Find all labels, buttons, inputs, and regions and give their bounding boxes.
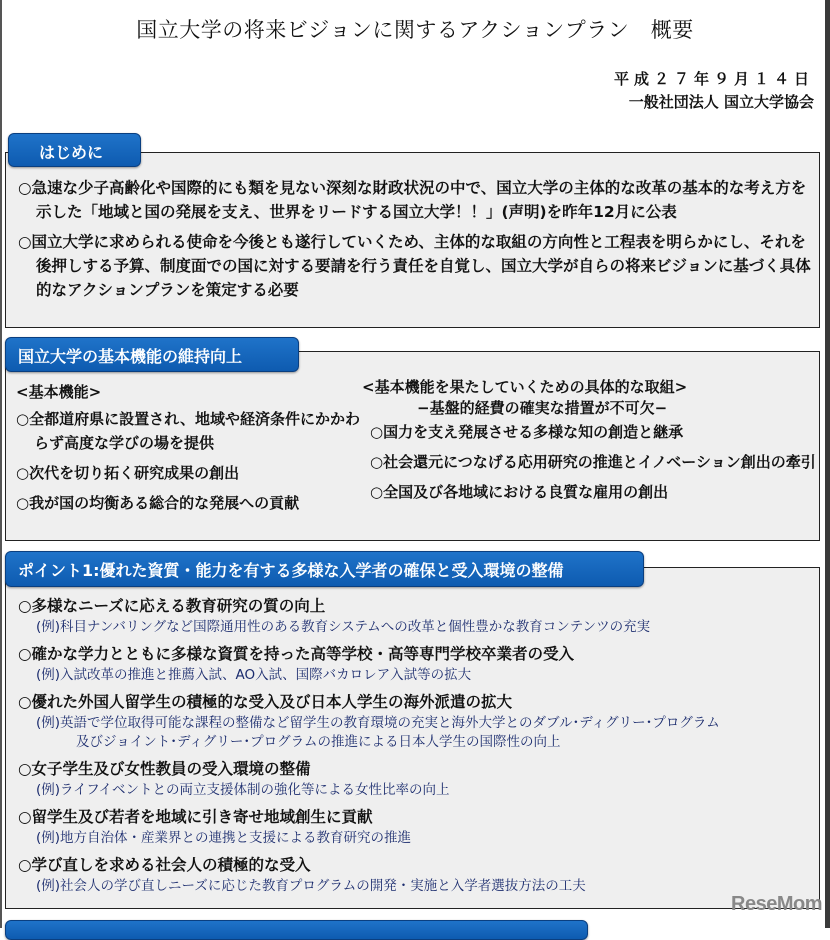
intro-content	[18, 176, 813, 308]
page-edge	[825, 0, 830, 928]
point-main: ○学び直しを求める社会人の積極的な受入	[18, 856, 311, 874]
document-title: 国立大学の将来ビジョンに関するアクションプラン 概要	[136, 18, 694, 42]
point-example: (例)地方自治体・産業界との連携と支援による教育研究の推進	[36, 830, 412, 846]
point1-content	[18, 594, 813, 902]
basic-functions-heading: 国立大学の基本機能の維持向上	[5, 337, 299, 372]
basic-functions-right	[362, 376, 817, 510]
point-main: ○多様なニーズに応える教育研究の質の向上	[18, 597, 326, 615]
list-item: ○全都道府県に設置され、地域や経済条件にかかわらず高度な学びの場を提供	[16, 410, 360, 452]
point-item	[18, 594, 813, 637]
intro-paragraph: ○国立大学に求められる使命を今後とも遂行していくため、主体的な取組の方向性と工程表を明らかにし、それを後押しする予算、制度面での国に対する要請を行う責任を自覚し、国立大学が自らの将来ビジョンに基づく具体的なアクションプランを策定する必要	[18, 233, 811, 299]
basic-functions-left	[16, 380, 361, 521]
point-example: 及びジョイント･ディグリー･プログラムの推進による日本人学生の国際性の向上	[76, 734, 561, 750]
point-example: (例)英語で学位取得可能な課程の整備など留学生の教育環境の充実と海外大学とのダブル･ディグリー･プログラム	[36, 715, 720, 731]
intro-heading: はじめに	[8, 133, 141, 167]
list-item: ○我が国の均衡ある総合的な発展への貢献	[16, 494, 300, 512]
point-example: (例)入試改革の推進と推薦入試、AO入試、国際バカロレア入試等の拡大	[36, 667, 472, 683]
point-example: (例)ライフイベントとの両立支援体制の強化等による女性比率の向上	[36, 782, 450, 798]
page-edge	[0, 0, 2, 928]
list-item: ○全国及び各地域における良質な雇用の創出	[370, 483, 669, 501]
point-item	[18, 757, 813, 800]
list-item: ○次代を切り拓く研究成果の創出	[16, 464, 240, 482]
left-title: <基本機能>	[16, 383, 102, 401]
point-item	[18, 690, 813, 752]
point-example: (例)社会人の学び直しニーズに応じた教育プログラムの開発・実施と入学者選抜方法の工夫	[36, 878, 586, 894]
point-item	[18, 853, 813, 896]
point-main: ○留学生及び若者を地域に引き寄せ地域創生に貢献	[18, 808, 373, 826]
intro-paragraph: ○急速な少子高齢化や国際的にも類を見ない深刻な財政状況の中で、国立大学の主体的な改革の基本的な考え方を示した「地域と国の発展を支え、世界をリードする国立大学！！」(声明)を昨年12月に公表	[18, 179, 807, 221]
point-item	[18, 642, 813, 685]
next-section-heading	[5, 920, 588, 940]
list-item: ○国力を支え発展させる多様な知の創造と継承	[370, 423, 684, 441]
point-example: (例)科目ナンバリングなど国際通用性のある教育システムへの改革と個性豊かな教育コンテンツの充実	[36, 619, 651, 635]
point-main: ○女子学生及び女性教員の受入環境の整備	[18, 760, 311, 778]
right-subtitle: −基盤的経費の確実な措置が不可欠−	[417, 399, 668, 417]
right-title: <基本機能を果たしていくための具体的な取組>	[362, 378, 688, 396]
point-main: ○優れた外国人留学生の積極的な受入及び日本人学生の海外派遣の拡大	[18, 693, 513, 711]
point1-heading: ポイント1:優れた資質・能力を有する多様な入学者の確保と受入環境の整備	[5, 551, 644, 587]
document-date: 平成２７年９月１４日	[613, 70, 814, 88]
watermark-logo: ReseMom	[731, 893, 822, 915]
document-organization: 一般社団法人 国立大学協会	[628, 93, 814, 111]
list-item: ○社会還元につなげる応用研究の推進とイノベーション創出の牽引	[370, 453, 816, 471]
point-main: ○確かな学力とともに多様な資質を持った高等学校・高等専門学校卒業者の受入	[18, 645, 575, 663]
point-item	[18, 805, 813, 848]
